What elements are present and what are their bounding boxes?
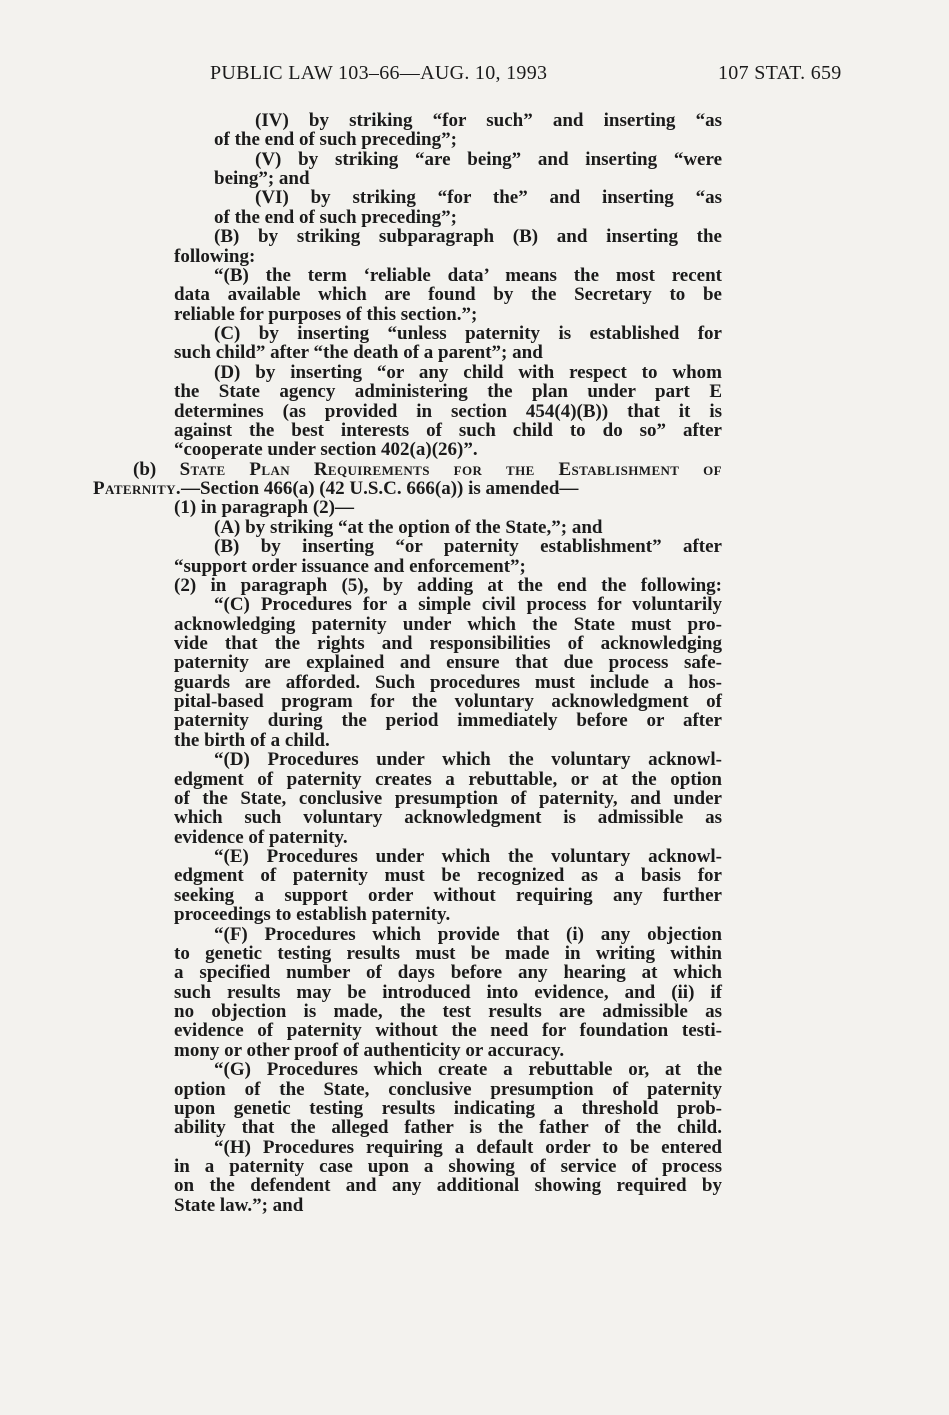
- text-line: “(D) Procedures under which the voluntary acknowl-: [214, 749, 722, 771]
- text-line: (VI) by striking “for the” and inserting “as: [255, 187, 722, 209]
- text-line: determines (as provided in section 454(4)(B)) that it is: [174, 400, 722, 422]
- text-line: (B) by striking subparagraph (B) and inserting the: [214, 226, 722, 248]
- running-header-title: PUBLIC LAW 103–66—AUG. 10, 1993: [210, 62, 548, 84]
- text-line: “(F) Procedures which provide that (i) any objection: [214, 923, 722, 945]
- text-line: “support order issuance and enforcement”;: [174, 555, 526, 577]
- text-line: reliable for purposes of this section.”;: [174, 303, 478, 325]
- text-line: against the best interests of such child to do so” after: [174, 419, 722, 441]
- text-line: to genetic testing results must be made in writing within: [174, 942, 722, 964]
- text-line: option of the State, conclusive presumption of paternity: [174, 1078, 722, 1100]
- text-line: paternity during the period immediately before or after: [174, 710, 722, 732]
- text-line: (C) by inserting “unless paternity is established for: [214, 323, 722, 345]
- text-line: State law.”; and: [174, 1194, 304, 1216]
- text-line: “(H) Procedures requiring a default order to be entered: [214, 1136, 722, 1158]
- text-line: of the State, conclusive presumption of paternity, and under: [174, 787, 722, 809]
- text-line: evidence of paternity without the need for foundation testi-: [174, 1020, 722, 1042]
- text-line: “(B) the term ‘reliable data’ means the most recent: [214, 264, 722, 286]
- text-line: [93, 479, 722, 499]
- text-line: “cooperate under section 402(a)(26)”.: [174, 439, 478, 461]
- text-line: acknowledging paternity under which the State must pro-: [174, 613, 722, 635]
- text-line: “(E) Procedures under which the voluntary acknowl-: [214, 846, 722, 868]
- text-line: data available which are found by the Secretary to be: [174, 284, 722, 306]
- text-line: the birth of a child.: [174, 729, 330, 751]
- text-line: “(G) Procedures which create a rebuttable or, at the: [214, 1059, 722, 1081]
- text-line: “(C) Procedures for a simple civil process for voluntarily: [214, 594, 722, 616]
- text-line: (2) in paragraph (5), by adding at the end the following:: [174, 574, 722, 596]
- text-line: edgment of paternity must be recognized as a basis for: [174, 865, 722, 887]
- text-segment: —Section 466(a) (42 U.S.C. 666(a)) is amended—: [181, 478, 579, 500]
- section-heading-smallcaps: State Plan Requirements for the Establishment of: [179, 458, 722, 480]
- text-line: following:: [174, 245, 256, 267]
- text-line: such child” after “the death of a parent”; and: [174, 342, 543, 364]
- text-line: (A) by striking “at the option of the State,”; and: [214, 516, 603, 538]
- text-line: a specified number of days before any hearing at which: [174, 962, 722, 984]
- text-line: [133, 460, 722, 480]
- text-line: (D) by inserting “or any child with respect to whom: [214, 361, 722, 383]
- text-line: (IV) by striking “for such” and inserting “as: [255, 110, 722, 131]
- text-line: proceedings to establish paternity.: [174, 904, 451, 926]
- text-line: (V) by striking “are being” and inserting “were: [255, 148, 722, 170]
- text-line: seeking a support order without requiring any further: [174, 884, 722, 906]
- text-line: vide that the rights and responsibilities of acknowledging: [174, 632, 722, 654]
- text-line: the State agency administering the plan under part E: [174, 381, 722, 403]
- text-line: evidence of paternity.: [174, 826, 348, 848]
- text-line: no objection is made, the test results are admissible as: [174, 1001, 722, 1023]
- text-line: such results may be introduced into evidence, and (ii) if: [174, 981, 722, 1003]
- text-line: paternity are explained and ensure that due process safe-: [174, 652, 722, 674]
- text-line: (1) in paragraph (2)—: [174, 497, 354, 519]
- text-line: pital-based program for the voluntary acknowledgment of: [174, 691, 722, 713]
- section-heading-smallcaps: Paternity.: [93, 478, 182, 500]
- text-line: on the defendent and any additional showing required by: [174, 1175, 722, 1197]
- text-line: being”; and: [214, 168, 310, 190]
- text-line: which such voluntary acknowledgment is admissible as: [174, 807, 722, 829]
- text-line: upon genetic testing results indicating a threshold prob-: [174, 1097, 722, 1119]
- text-line: mony or other proof of authenticity or accuracy.: [174, 1039, 565, 1061]
- text-line: of the end of such preceding”;: [214, 129, 457, 151]
- text-line: guards are afforded. Such procedures must include a hos-: [174, 671, 722, 693]
- page-number-stat: 107 STAT. 659: [718, 62, 842, 84]
- text-line: (B) by inserting “or paternity establishment” after: [214, 536, 722, 558]
- text-line: ability that the alleged father is the father of the child.: [174, 1117, 722, 1139]
- text-line: in a paternity case upon a showing of service of process: [174, 1155, 722, 1177]
- text-line: edgment of paternity creates a rebuttable, or at the option: [174, 768, 722, 790]
- text-line: of the end of such preceding”;: [214, 206, 457, 228]
- text-segment: (b): [133, 458, 180, 480]
